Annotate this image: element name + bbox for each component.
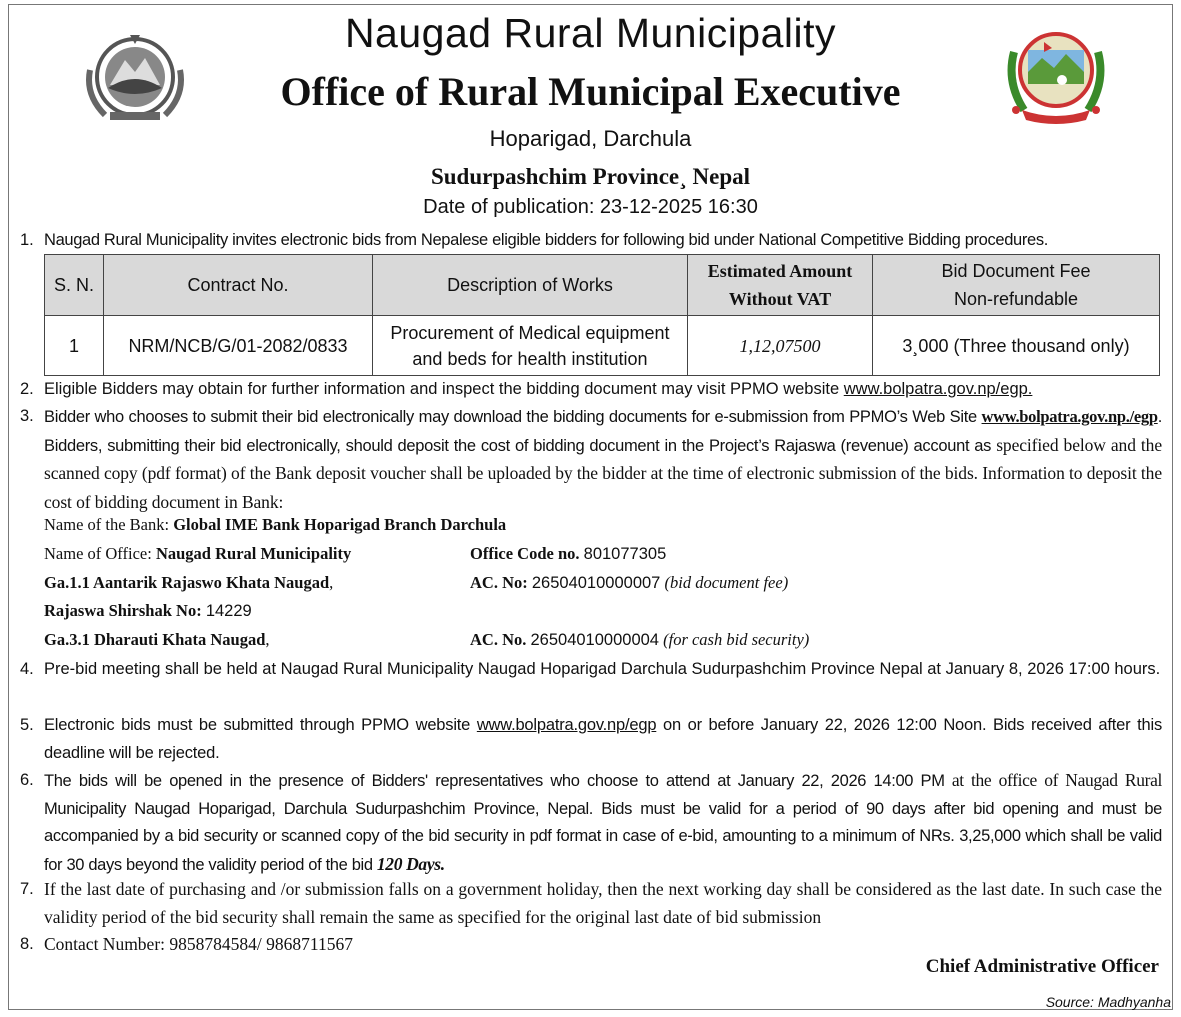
account-1-number: 26504010000007 (531, 574, 661, 592)
clause-text-part: Municipality Naugad Hoparigad, Darchula Sudurpashchim Province, Nepal. Bids must be valid for a period of 90 days after bid opening and must be accompanied by a bid security or scanned copy of the bid security in pdf format in case of e-bid, amounting to a minimum of NRs. 3,25,000 which shall be valid for 30 days beyond the validity period of the bid (44, 799, 1162, 874)
account-1-title: Ga.1.1 Aantarik Rajaswo Khata Naugad (44, 573, 330, 592)
ppmo-egp-link[interactable]: www.bolpatra.gov.np/egp (476, 716, 657, 734)
bank-label: Name of the Bank: (44, 515, 174, 534)
clause-text (44, 767, 1162, 879)
ppmo-link[interactable]: www.bolpatra.gov.np/egp. (843, 380, 1033, 398)
province-line: Sudurpashchim Province¸ Nepal (430, 164, 751, 189)
office-name-line (44, 544, 351, 564)
office-code-label: Office Code no. (470, 544, 584, 563)
bolpatra-link[interactable]: www.bolpatra.gov.np./egp (981, 407, 1158, 426)
clause-number: 1. (20, 231, 34, 249)
account-2-number: 26504010000004 (530, 631, 659, 649)
account-2-number-line (470, 630, 809, 650)
account-1-number-line (470, 573, 788, 593)
bid-table (44, 254, 1160, 376)
account-2-note: (for cash bid security) (658, 630, 810, 649)
clause-number: 2. (20, 380, 34, 398)
municipality-title: Naugad Rural Municipality (344, 10, 837, 56)
description-line2: and beds for health institution (412, 348, 648, 369)
header-fee (873, 255, 1160, 316)
bank-name-line (44, 515, 506, 535)
clause-text: Pre-bid meeting shall be held at Naugad Rural Municipality Naugad Hoparigad Darchula Sudurpashchim Province Nepal at January 8, 2026 17:00 hours. (44, 660, 1161, 678)
account-1-comma: , (329, 573, 334, 592)
clause-2 (20, 376, 1162, 404)
account-2-name (44, 630, 270, 650)
validity-days: 120 Days. (376, 853, 445, 874)
account-2-comma: , (265, 630, 270, 649)
header-amount (688, 255, 873, 316)
bank-value: Global IME Bank Hoparigad Branch Darchula (173, 515, 507, 534)
clause-text-part: Bidder who chooses to submit their bid electronically may download the bidding documents for e-submission from PPMO’s Web Site (44, 408, 982, 426)
cell-amount: 1,12,07500 (688, 316, 873, 376)
clause-4 (20, 656, 1162, 684)
clause-text-part: . Bidders, submitting their bid electronically, should deposit the cost of bidding document in the Project’s Rajaswa (revenue) account as (44, 408, 1162, 455)
office-value: Naugad Rural Municipality (155, 544, 352, 563)
office-address: Hoparigad, Darchula (489, 126, 692, 151)
header-sn: S. N. (45, 255, 104, 316)
clause-7 (20, 876, 1162, 931)
account-2-title: Ga.3.1 Dharauti Khata Naugad (44, 630, 266, 649)
table-row (45, 316, 1160, 376)
clause-text: Contact Number: 9858784584/ 9868711567 (44, 934, 353, 954)
header-contract: Contract No. (104, 255, 373, 316)
clause-text-part: Electronic bids must be submitted through PPMO website (44, 716, 477, 734)
clause-text (44, 712, 1162, 767)
header-fee-line2: Non-refundable (953, 289, 1079, 309)
clause-8 (20, 931, 1162, 959)
clause-6 (20, 767, 1162, 879)
account-1-label: AC. No: (470, 573, 532, 592)
rajaswa-value: 14229 (205, 602, 252, 620)
cell-contract: NRM/NCB/G/01-2082/0833 (104, 316, 373, 376)
clause-number: 6. (20, 771, 34, 789)
clause-text-part: specified below and the scanned copy (pdf format) of the Bank deposit voucher shall be uploaded by the bidder at the time of electronic submission of the bids. Information to deposit the cost of bidding document in Bank: (44, 434, 1162, 512)
clause-text (44, 403, 1162, 517)
clause-text (44, 376, 1162, 404)
account-1-note: (bid document fee) (660, 573, 789, 592)
rajaswa-label: Rajaswa Shirshak No: (44, 601, 206, 620)
clause-number: 3. (20, 407, 34, 425)
clause-text: If the last date of purchasing and /or submission falls on a government holiday, then the next working day shall be considered as the last date. In such case the validity period of the bid security shall remain the same as specified for the original last date of bid submission (44, 879, 1162, 927)
header-amount-line1: Estimated Amount (707, 261, 853, 281)
header-description: Description of Works (373, 255, 688, 316)
table-header-row (45, 255, 1160, 316)
clause-number: 4. (20, 660, 34, 678)
clause-number: 8. (20, 935, 34, 953)
clause-3 (20, 403, 1162, 517)
cell-sn: 1 (45, 316, 104, 376)
clause-number: 5. (20, 716, 34, 734)
cell-description (373, 316, 688, 376)
account-2-label: AC. No. (470, 630, 531, 649)
clause-text-part: Eligible Bidders may obtain for further information and inspect the bidding document may visit PPMO website (44, 380, 844, 398)
clause-text: Naugad Rural Municipality invites electronic bids from Nepalese eligible bidders for following bid under National Competitive Bidding procedures. (44, 231, 1048, 249)
publication-date: Date of publication: 23-12-2025 16:30 (423, 196, 758, 218)
signatory-title: Chief Administrative Officer (925, 956, 1159, 977)
office-code-line (470, 544, 666, 564)
account-1-name (44, 573, 333, 593)
header-amount-line2: Without VAT (728, 289, 832, 309)
clause-1 (20, 227, 1162, 255)
header-fee-line1: Bid Document Fee (941, 261, 1091, 281)
clause-text-part: on or before January 22, 2026 12:00 Noon. Bids received after this deadline will be rejected. (44, 716, 1162, 762)
office-code-value: 801077305 (583, 545, 667, 563)
rajaswa-line (44, 601, 252, 621)
clause-text-part: at the office of Naugad Rural (944, 770, 1162, 790)
office-label: Name of Office: (44, 544, 156, 563)
clause-number: 7. (20, 880, 34, 898)
clause-text-part: The bids will be opened in the presence of Bidders' representatives who choose to attend at January 22, 2026 14:00 PM (44, 772, 945, 790)
cell-fee: 3¸000 (Three thousand only) (873, 316, 1160, 376)
description-line1: Procurement of Medical equipment (390, 322, 670, 343)
office-title: Office of Rural Municipal Executive (280, 69, 901, 114)
clause-5 (20, 712, 1162, 767)
source-credit: Source: Madhyanha (1045, 994, 1171, 1010)
